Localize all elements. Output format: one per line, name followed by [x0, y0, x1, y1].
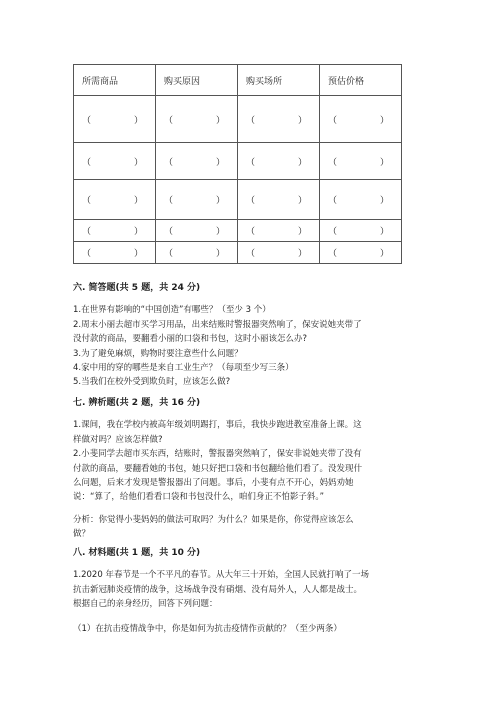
- paren-open: （: [82, 249, 92, 259]
- answer-parens: [164, 224, 237, 237]
- answer-parens: [82, 155, 155, 168]
- answer-cell: [320, 180, 402, 220]
- question-line: 根据自己的亲身经历，回答下列问题：: [73, 599, 218, 610]
- table-row: [74, 220, 402, 242]
- sub-question: （1）在抗击疫情战争中，你是如何为抗击疫情作贡献的？（至少两条）: [73, 623, 342, 634]
- paren-open: （: [82, 227, 92, 237]
- paren-open: （: [328, 227, 338, 237]
- header-cell: 所需商品: [74, 65, 156, 96]
- paren-close: ）: [215, 115, 225, 126]
- paren-open: （: [164, 196, 174, 206]
- table-row: [74, 242, 402, 264]
- analysis-line: 做？: [73, 529, 91, 540]
- paren-close: ）: [297, 196, 307, 206]
- paren-close: ）: [133, 157, 143, 168]
- paren-open: （: [246, 157, 256, 168]
- answer-cell: [156, 180, 238, 220]
- paren-open: （: [246, 227, 256, 237]
- paren-open: （: [164, 157, 174, 168]
- answer-parens: [328, 155, 401, 168]
- section-material: [73, 546, 433, 636]
- paren-close: ）: [379, 157, 389, 168]
- table-header-row: [74, 65, 402, 96]
- section-title: 八. 材料题(共 1 题，共 10 分): [73, 548, 201, 558]
- answer-parens: [246, 155, 319, 168]
- paren-open: （: [328, 115, 338, 126]
- paren-close: ）: [133, 196, 143, 206]
- paren-open: （: [246, 115, 256, 126]
- question-line: 抗击新冠肺炎疫情的战争，这场战争没有硝烟、没有局外人，人人都是战士。: [73, 584, 363, 595]
- answer-parens: [82, 246, 155, 259]
- answer-parens: [164, 113, 237, 126]
- question-line: 样做对吗？应该怎样做?: [73, 434, 163, 445]
- answer-cell: [320, 96, 402, 143]
- answer-cell: [238, 180, 320, 220]
- paren-open: （: [328, 249, 338, 259]
- answer-cell: [156, 143, 238, 180]
- paren-close: ）: [297, 115, 307, 126]
- paren-close: ）: [379, 196, 389, 206]
- paren-open: （: [164, 227, 174, 237]
- paren-open: （: [164, 249, 174, 259]
- answer-parens: [328, 246, 401, 259]
- answer-cell: [74, 220, 156, 242]
- paren-close: ）: [215, 157, 225, 168]
- answer-cell: [320, 242, 402, 264]
- question-line: 3.为了避免麻烦，购物时要注意些什么问题？: [73, 348, 243, 359]
- paren-open: （: [246, 249, 256, 259]
- paren-open: （: [328, 196, 338, 206]
- section-short-answer: [73, 281, 433, 390]
- paren-close: ）: [215, 196, 225, 206]
- shopping-table: [73, 64, 402, 264]
- table-row: [74, 180, 402, 220]
- question-line: 5.当我们在校外受到欺负时，应该怎么做?: [73, 377, 231, 388]
- answer-parens: [82, 224, 155, 237]
- paren-open: （: [82, 157, 92, 168]
- answer-cell: [238, 96, 320, 143]
- answer-cell: [156, 220, 238, 242]
- answer-cell: [320, 143, 402, 180]
- answer-cell: [74, 143, 156, 180]
- question-line: 么问题，后来才发现是警报器出了问题。事后，小斐有点不开心，妈妈劝她: [73, 478, 354, 489]
- answer-cell: [320, 220, 402, 242]
- section-discrimination: [73, 396, 433, 542]
- paren-close: ）: [133, 249, 143, 259]
- paren-open: （: [246, 196, 256, 206]
- answer-cell: [238, 242, 320, 264]
- question-line: 1.课间，我在学校内被高年级刘明踢打，事后，我快步跑进教室准备上课。这: [73, 420, 362, 431]
- paren-close: ）: [215, 227, 225, 237]
- table-row: [74, 96, 402, 143]
- paren-open: （: [164, 115, 174, 126]
- answer-parens: [82, 113, 155, 126]
- paren-close: ）: [379, 227, 389, 237]
- analysis-line: 分析：你觉得小斐妈妈的做法可取吗？为什么？如果是你，你觉得应该怎么: [73, 514, 354, 525]
- paren-close: ）: [133, 115, 143, 126]
- answer-parens: [164, 193, 237, 206]
- answer-cell: [74, 96, 156, 143]
- question-line: 没付款的商品，要翻看小丽的口袋和书包，这时小丽该怎么办?: [73, 334, 308, 345]
- header-cell: 预估价格: [320, 65, 402, 96]
- header-cell: 购买原因: [156, 65, 238, 96]
- answer-parens: [328, 193, 401, 206]
- answer-cell: [74, 242, 156, 264]
- paren-close: ）: [215, 249, 225, 259]
- answer-parens: [164, 155, 237, 168]
- answer-parens: [164, 246, 237, 259]
- answer-parens: [328, 224, 401, 237]
- table-row: [74, 143, 402, 180]
- paren-open: （: [82, 115, 92, 126]
- answer-parens: [246, 113, 319, 126]
- header-cell: 购买场所: [238, 65, 320, 96]
- paren-close: ）: [297, 157, 307, 168]
- paren-close: ）: [297, 249, 307, 259]
- paren-close: ）: [297, 227, 307, 237]
- paren-close: ）: [379, 249, 389, 259]
- section-title: 七. 辨析题(共 2 题，共 16 分): [73, 398, 201, 408]
- paren-open: （: [328, 157, 338, 168]
- answer-cell: [156, 242, 238, 264]
- answer-parens: [246, 193, 319, 206]
- question-line: 说：“算了，给他们看看口袋和书包没什么，咱们身正不怕影子斜。”: [73, 492, 325, 503]
- section-title: 六. 简答题(共 5 题，共 24 分): [73, 283, 201, 293]
- question-line: 1.2020 年春节是一个不平凡的春节。从大年三十开始，全国人民就打响了一场: [73, 570, 369, 581]
- question-line: 1.在世界有影响的“中国创造”有哪些？（至少 3 个）: [73, 305, 271, 316]
- answer-cell: [238, 143, 320, 180]
- paren-open: （: [82, 196, 92, 206]
- answer-cell: [156, 96, 238, 143]
- answer-cell: [238, 220, 320, 242]
- paren-close: ）: [379, 115, 389, 126]
- answer-parens: [246, 246, 319, 259]
- question-line: 2.周末小丽去超市买学习用品，出来结账时警报器突然响了，保安说她夹带了: [73, 319, 362, 330]
- paren-close: ）: [133, 227, 143, 237]
- answer-parens: [328, 113, 401, 126]
- answer-parens: [82, 193, 155, 206]
- question-line: 4.家中用的穿的哪些是来自工业生产？（每项至少写三条）: [73, 363, 294, 374]
- question-line: 付款的商品，要翻看她的书包，她只好把口袋和书包翻给他们看了。没发现什: [73, 463, 363, 474]
- answer-parens: [246, 224, 319, 237]
- answer-cell: [74, 180, 156, 220]
- question-line: 2.小斐同学去超市买东西，结账时，警报器突然响了，保安非说她夹带了没有: [73, 449, 362, 460]
